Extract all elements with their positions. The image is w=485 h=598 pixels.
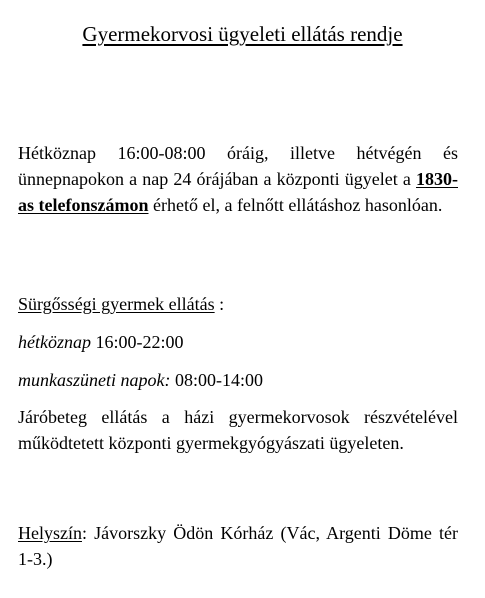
main-paragraph-text-after: érhető el, a felnőtt ellátáshoz hasonlóan. — [148, 195, 443, 215]
outpatient-paragraph: Járóbeteg ellátás a házi gyermekorvosok részvételével működtetett központi gyermekgyógyászati ügyeleten. — [18, 407, 458, 453]
holiday-hours — [18, 367, 458, 393]
main-paragraph-text-before: Hétköznap 16:00-08:00 óráig, illetve hétvégén és ünnepnapokon a nap 24 órájában a központi ügyelet a — [18, 143, 458, 189]
location-value: Jávorszky Ödön Kórház (Vác, Argenti Döme tér 1-3.) — [18, 523, 458, 569]
location-line — [18, 520, 458, 572]
weekday-label: hétköznap — [18, 332, 91, 352]
location-label: Helyszín — [18, 523, 82, 543]
main-paragraph — [18, 140, 458, 218]
weekday-hours — [18, 329, 458, 355]
document-title: Gyermekorvosi ügyeleti ellátás rendje — [82, 22, 403, 46]
urgent-care-suffix: : — [214, 294, 225, 314]
urgent-care-heading — [18, 291, 458, 317]
weekday-hours-value: 16:00-22:00 — [90, 332, 184, 352]
holiday-hours-value: 08:00-14:00 — [170, 370, 263, 390]
urgent-care-label: Sürgősségi gyermek ellátás — [18, 294, 215, 314]
location-colon: : — [81, 523, 87, 543]
holiday-label: munkaszüneti napok: — [18, 370, 171, 390]
phone-number-highlight: 1830-as telefonszámon — [18, 169, 458, 215]
